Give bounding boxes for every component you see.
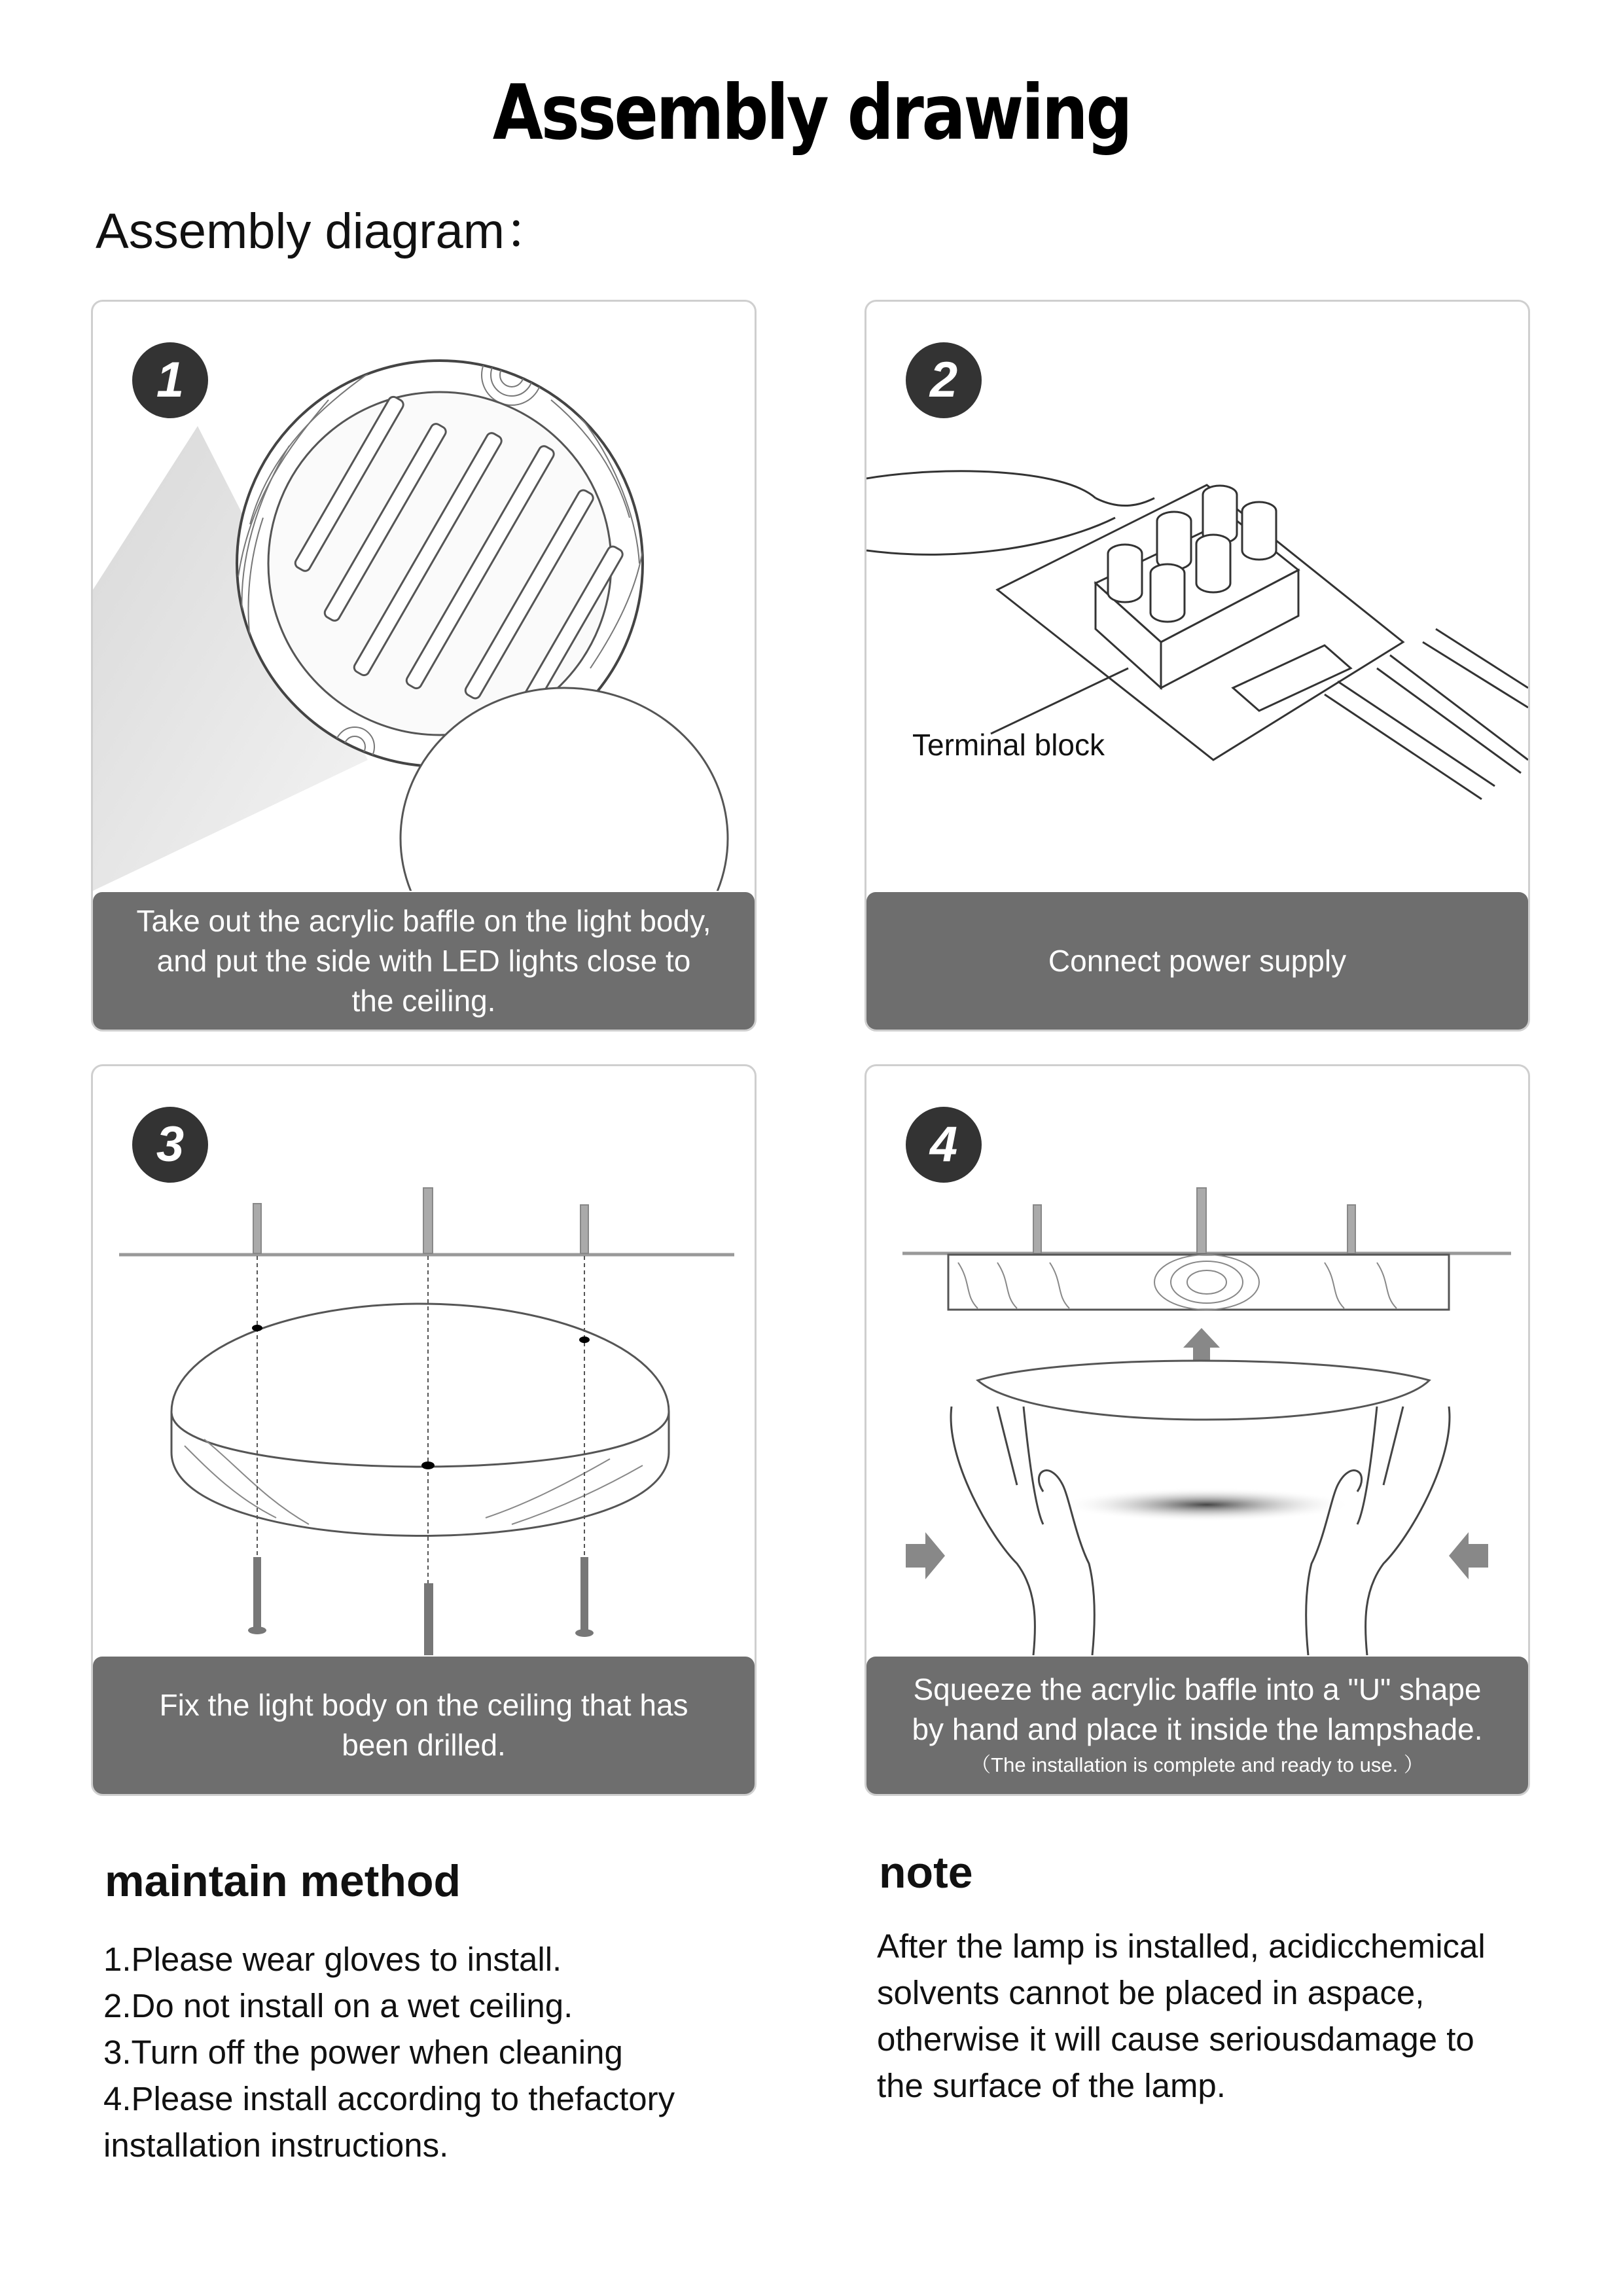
step-1-panel [91,300,757,1031]
section-subtitle: Assembly diagram： [96,204,555,259]
step-3-caption-line-1: Fix the light body on the ceiling that has [159,1688,688,1722]
step-3-badge: 3 [132,1107,208,1183]
step-2-caption [866,892,1528,1030]
step-3-caption-line-2: been drilled. [342,1728,506,1762]
step-4-caption [866,1657,1528,1794]
step-4-panel [865,1064,1530,1796]
list-item: 2.Do not install on a wet ceiling. [103,1987,573,2024]
step-4-caption-line-1: Squeeze the acrylic baffle into a "U" shape [913,1672,1482,1706]
step-4-caption-note: （The installation is complete and ready to use. ） [971,1753,1424,1776]
note-line: solvents cannot be placed in aspace, [877,1974,1425,2011]
step-1-caption [93,892,755,1030]
step-1-caption-line-2: and put the side with LED lights close to [156,943,691,978]
step-4-badge: 4 [906,1107,982,1183]
list-item: 4.Please install according to thefactory [103,2080,675,2117]
step-3-caption [93,1657,755,1794]
step-4-caption-line-2: by hand and place it inside the lampshade. [912,1712,1483,1746]
note-line: the surface of the lamp. [877,2067,1226,2104]
step-1-caption-line-1: Take out the acrylic baffle on the light body, [136,903,711,938]
step-3-panel [91,1064,757,1796]
step-2-badge: 2 [906,342,982,418]
note-line: otherwise it will cause seriousdamage to [877,2020,1474,2058]
list-item: 1.Please wear gloves to install. [103,1941,562,1978]
page-title: Assembly drawing [492,69,1131,157]
list-item: installation instructions. [103,2126,449,2164]
list-item: 3.Turn off the power when cleaning [103,2034,623,2071]
step-1-badge: 1 [132,342,208,418]
note-body [877,1923,1486,2109]
note-line: After the lamp is installed, acidicchemical [877,1928,1486,1965]
step-1-caption-line-3: the ceiling. [351,983,496,1018]
step-2-panel [865,300,1530,1031]
terminal-block-label: Terminal block [912,728,1105,762]
maintain-heading: maintain method [105,1856,461,1906]
note-heading: note [879,1848,973,1897]
step-2-caption-line-1: Connect power supply [1048,943,1347,978]
maintain-list [103,1936,675,2168]
